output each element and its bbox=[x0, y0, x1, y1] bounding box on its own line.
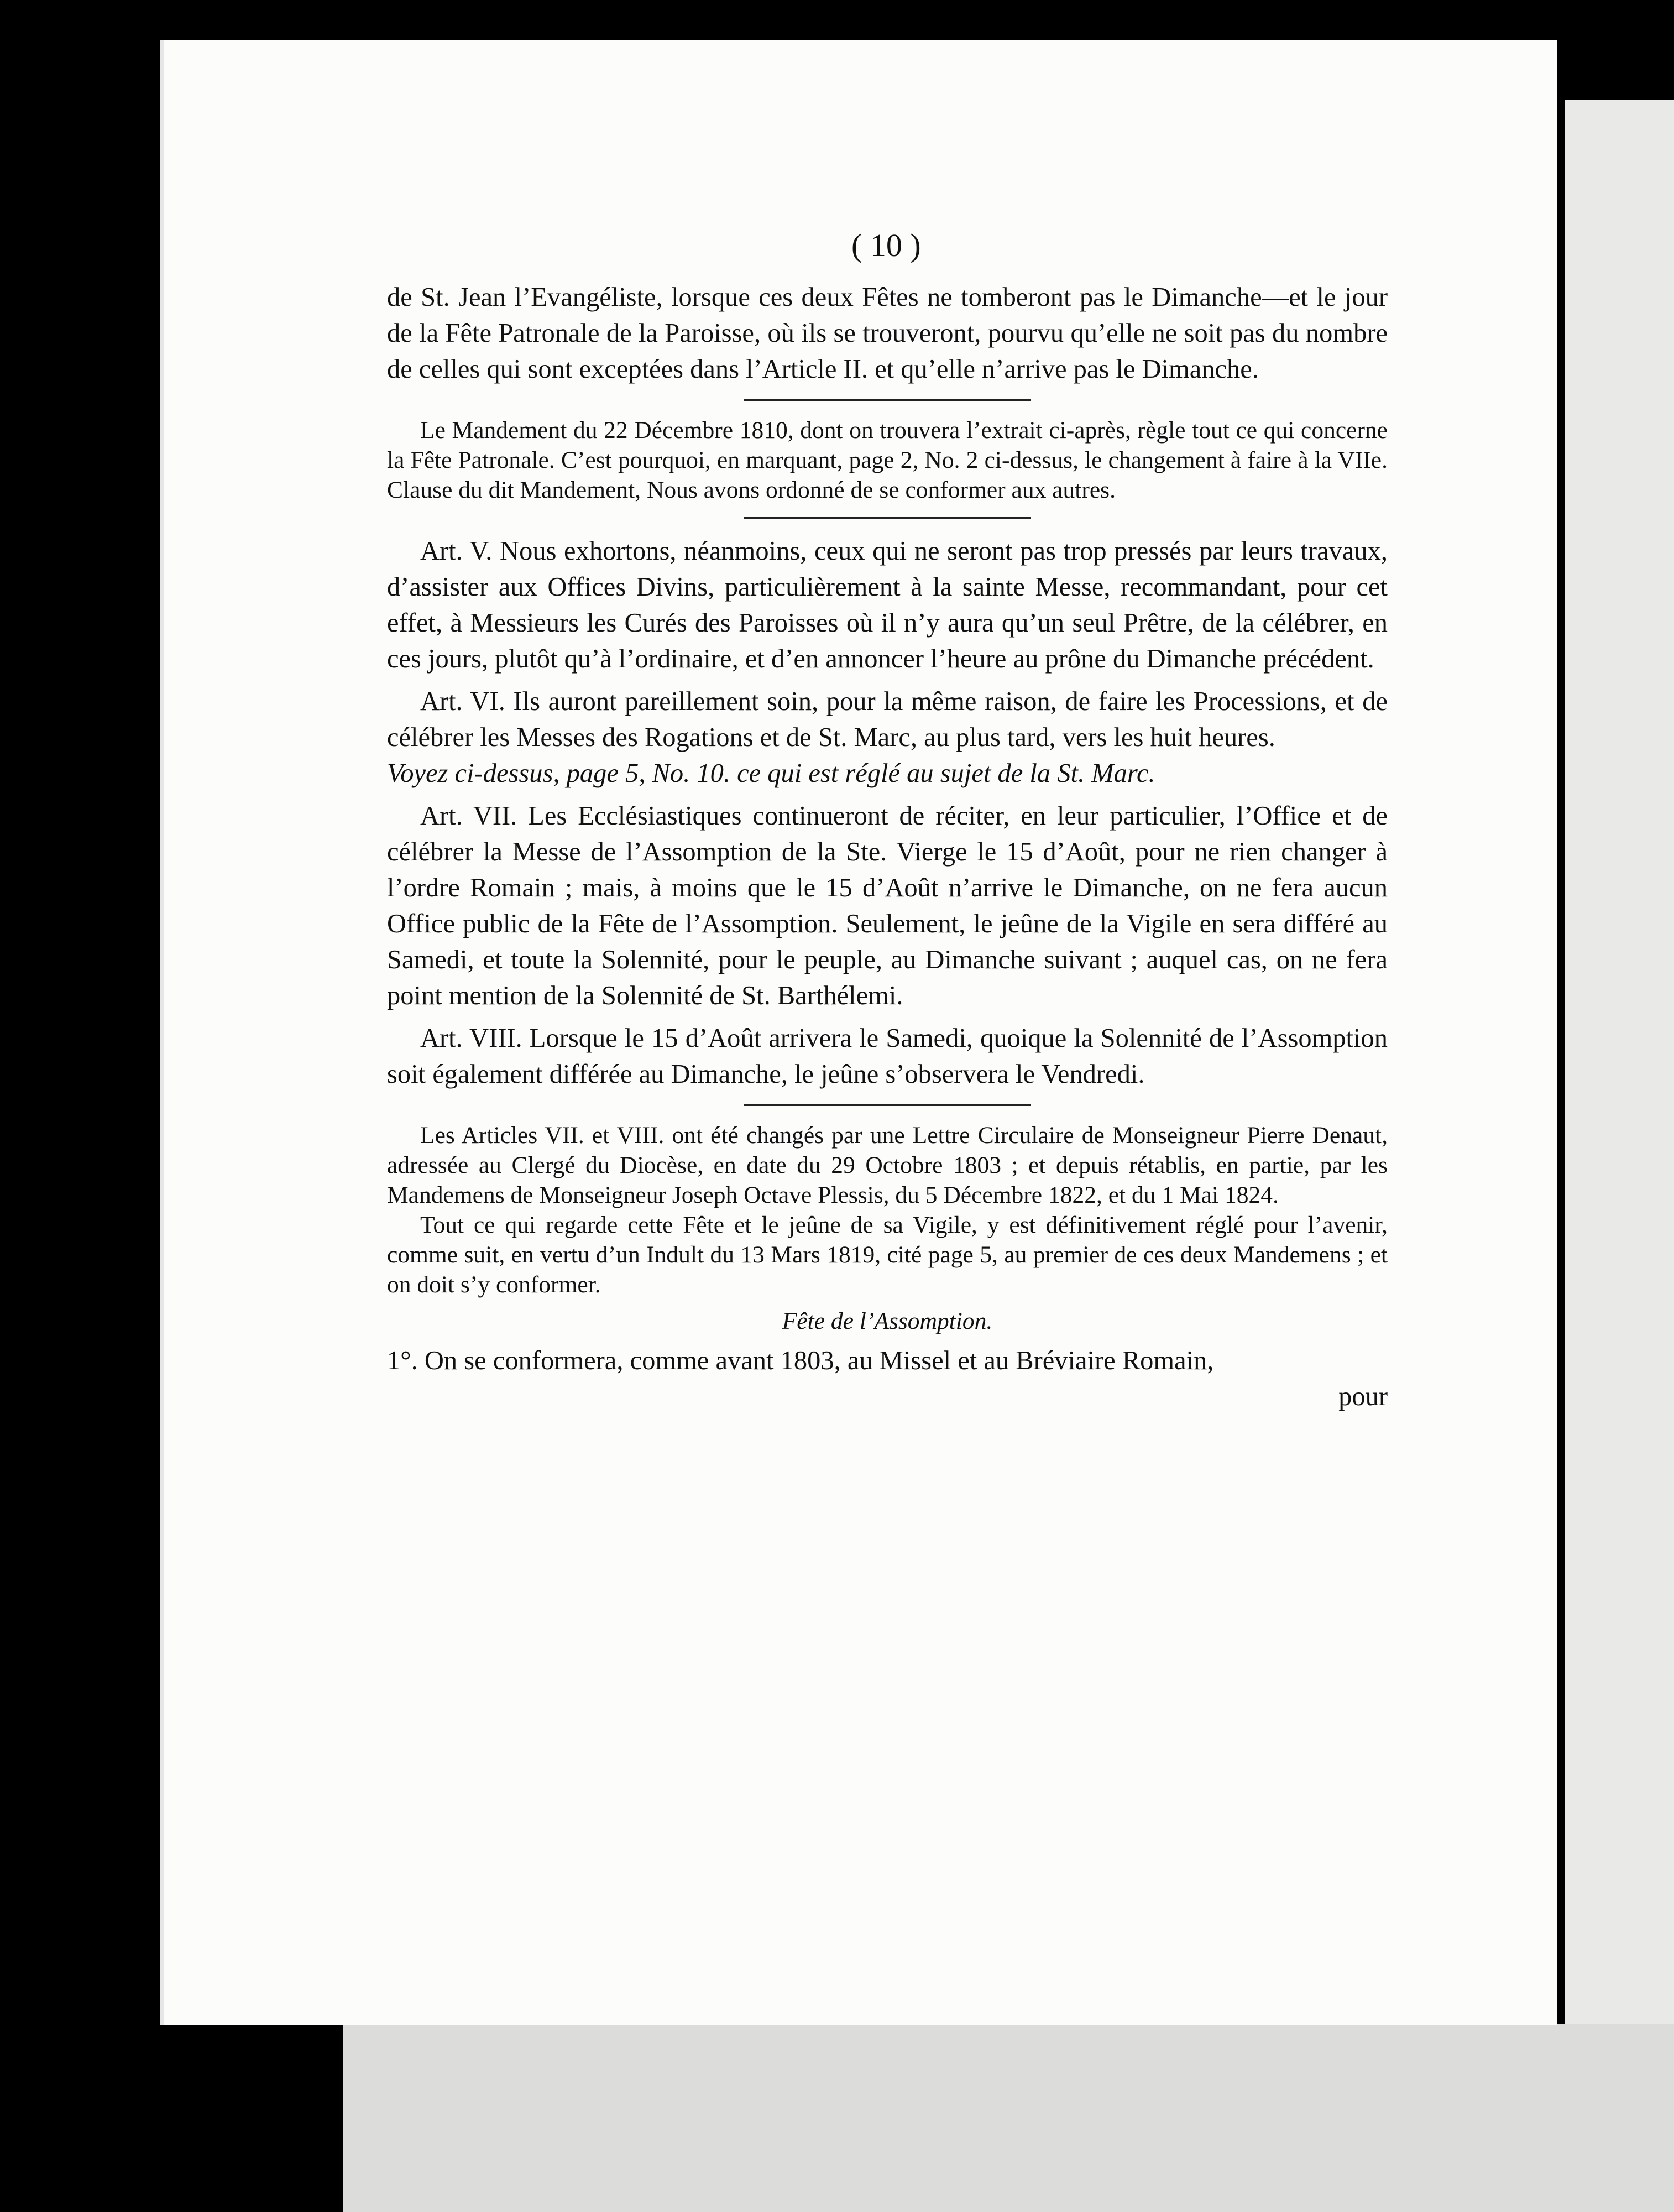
scan-background bbox=[343, 2024, 1674, 2212]
section-heading: Fête de l’Assomption. bbox=[782, 1308, 993, 1334]
article-vii: Art. VII. Les Ecclésiastiques continueront de réciter, en leur particulier, l’Office et de célébrer la Messe de l’Assomption de la Ste. Vierge le 15 d’Août, pour ne rien changer à l’ordre Romain ; mais, à moins que le 15 d’Août n’arrive le Dimanche, on ne fera aucun Office public de la Fête de l’Assomption. Seulement, le jeûne de la Vigile en sera différé au Samedi, et toute la Solennité, pour le peuple, au Dimanche suivant ; auquel cas, on ne fera point mention de la Solennité de St. Barthélemi. bbox=[387, 801, 1388, 1010]
voyez-note: Voyez ci-dessus, page 5, No. 10. ce qui est réglé au sujet de la St. Marc. bbox=[387, 759, 1155, 788]
item-1: 1°. On se conformera, comme avant 1803, au Missel et au Bréviaire Romain, bbox=[387, 1346, 1214, 1375]
page-number: ( 10 ) bbox=[851, 227, 921, 263]
catchword: pour bbox=[1338, 1382, 1388, 1411]
adjacent-page-edge bbox=[1565, 100, 1674, 2179]
divider bbox=[744, 1104, 1031, 1106]
note-indult: Tout ce qui regarde cette Fête et le jeûne de sa Vigile, y est définitivement réglé pour l’avenir, comme suit, en vertu d’un Indult du 13 Mars 1819, cité page 5, au premier de ces deux Mandemens ; et on doit s’y conformer. bbox=[387, 1212, 1388, 1298]
article-v: Art. V. Nous exhortons, néanmoins, ceux qui ne seront pas trop pressés par leurs travaux, d’assister aux Offices Divins, particulièrement à la sainte Messe, recommandant, pour cet effet, à Messieurs les Curés des Paroisses où il n’y aura qu’un seul Prêtre, de la célébrer, en ces jours, plutôt qu’à l’ordinaire, et d’en annoncer l’heure au prône du Dimanche précédent. bbox=[387, 536, 1388, 674]
page-body bbox=[387, 279, 1388, 1415]
article-vi: Art. VI. Ils auront pareillement soin, pour la même raison, de faire les Processions, et de célébrer les Messes des Rogations et de St. Marc, au plus tard, vers les huit heures. bbox=[387, 687, 1388, 752]
paragraph-continuation: de St. Jean l’Evangéliste, lorsque ces deux Fêtes ne tomberont pas le Dimanche—et le jour de la Fête Patronale de la Paroisse, où ils se trouveront, pourvu qu’elle ne soit pas du nombre de celles qui sont exceptées dans l’Article II. et qu’elle n’arrive pas le Dimanche. bbox=[387, 283, 1388, 384]
divider bbox=[744, 517, 1031, 519]
divider bbox=[744, 399, 1031, 401]
article-viii: Art. VIII. Lorsque le 15 d’Août arrivera le Samedi, quoique la Solennité de l’Assomption soit également différée au Dimanche, le jeûne s’observera le Vendredi. bbox=[387, 1024, 1388, 1089]
paragraph-mandement: Le Mandement du 22 Décembre 1810, dont on trouvera l’extrait ci-après, règle tout ce qui concerne la Fête Patronale. C’est pourquoi, en marquant, page 2, No. 2 ci-dessus, le changement à faire à la VIIe. Clause du dit Mandement, Nous avons ordonné de se conformer aux autres. bbox=[387, 417, 1388, 503]
note-articles: Les Articles VII. et VIII. ont été changés par une Lettre Circulaire de Monseigneur Pierre Denaut, adressée au Clergé du Diocèse, en date du 29 Octobre 1803 ; et depuis rétablis, en partie, par les Mandemens de Monseigneur Joseph Octave Plessis, du 5 Décembre 1822, et du 1 Mai 1824. bbox=[387, 1122, 1388, 1208]
